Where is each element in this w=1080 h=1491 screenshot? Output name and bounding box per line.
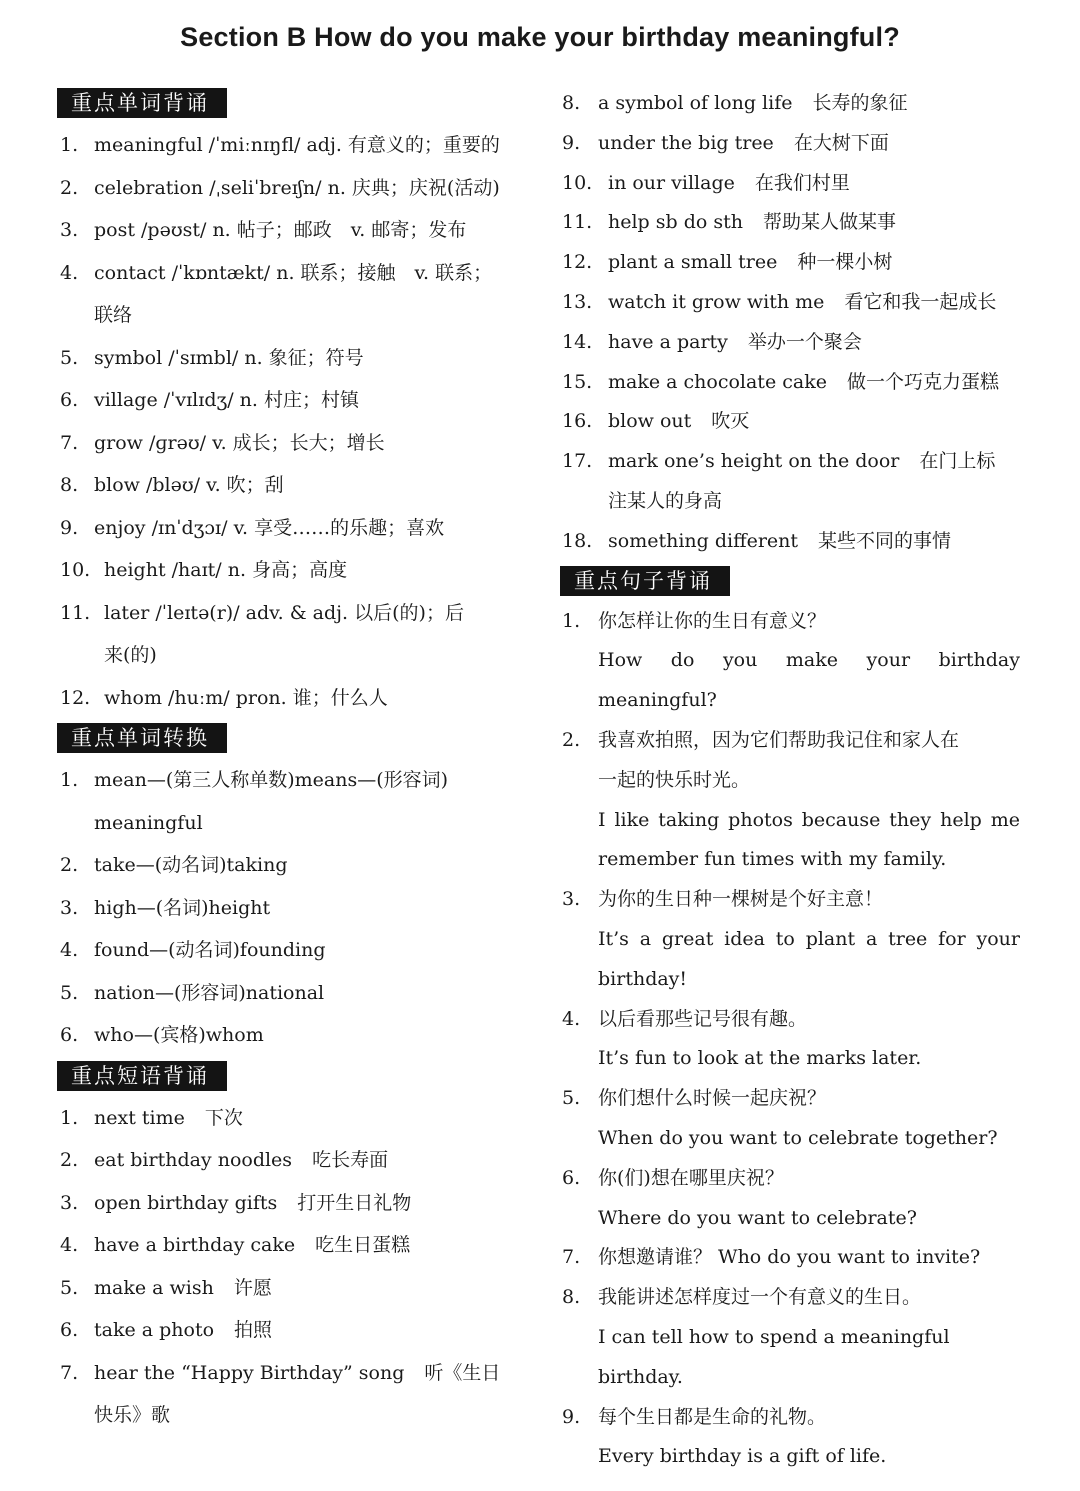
item-number: 9. <box>60 516 79 539</box>
list-item <box>55 592 525 635</box>
list-item-continued <box>558 681 1020 721</box>
sentence-en: How do you make your birthday <box>598 649 1020 672</box>
list-item-continued <box>558 801 1020 841</box>
list-item <box>558 283 1020 323</box>
item-number: 5. <box>562 1087 581 1110</box>
sentence-en: I like taking photos because they help me <box>598 808 1020 831</box>
list-item-continued <box>55 802 525 845</box>
phrase-en: watch it grow with me <box>608 290 825 313</box>
list-item <box>558 1238 1020 1278</box>
item-number: 7. <box>60 431 79 454</box>
phrase-en: a symbol of long life <box>598 92 793 114</box>
list-item-continued <box>558 641 1020 681</box>
item-number: 7. <box>562 1246 581 1269</box>
item-number: 14. <box>562 330 593 353</box>
item-number: 8. <box>60 474 79 496</box>
item-number: 1. <box>60 1106 79 1129</box>
item-text: village /ˈvɪlɪdʒ/ n. 村庄；村镇 <box>94 389 359 411</box>
list-item-continued <box>558 1199 1020 1239</box>
list-item <box>558 1398 1020 1438</box>
phrase-zh: 打开生日礼物 <box>297 1191 412 1214</box>
list-item <box>55 422 525 465</box>
sentence-zh: 你(们)想在哪里庆祝？ <box>598 1166 784 1189</box>
item-number: 6. <box>562 1166 581 1189</box>
list-item-continued <box>55 1394 525 1437</box>
phrase-en: something different <box>608 529 799 552</box>
list-item-continued <box>558 1318 1020 1398</box>
phrase-zh: 吃长寿面 <box>312 1149 389 1171</box>
phrase-en: next time <box>94 1106 185 1129</box>
item-number: 1. <box>60 769 79 791</box>
item-number: 12. <box>60 686 91 709</box>
list-item <box>55 929 525 972</box>
phrase-zh: 下次 <box>204 1106 243 1129</box>
list-item <box>55 507 525 550</box>
item-number: 5. <box>60 346 79 369</box>
list-item <box>558 880 1020 920</box>
item-number: 16. <box>562 410 593 433</box>
phrases-list-right <box>558 84 1020 562</box>
list-item <box>558 164 1020 204</box>
item-number: 6. <box>60 1319 79 1341</box>
list-item <box>558 363 1020 403</box>
phrases-list-left <box>55 1097 525 1437</box>
item-number: 8. <box>562 92 581 114</box>
item-number: 18. <box>562 529 593 552</box>
item-number: 3. <box>60 1191 79 1214</box>
list-item <box>55 1139 525 1182</box>
list-item-continued <box>55 634 525 677</box>
phrase-en: eat birthday noodles <box>94 1149 293 1171</box>
item-number: 3. <box>60 896 79 919</box>
list-item-continued <box>558 761 1020 801</box>
sentence-zh: 我能讲述怎样度过一个有意义的生日。 <box>598 1286 922 1309</box>
list-item <box>558 1000 1020 1040</box>
item-text: meaningful /ˈmiːnɪŋfl/ adj. 有意义的；重要的 <box>94 134 500 156</box>
phrase-zh: 举办一个聚会 <box>747 330 862 353</box>
item-number: 15. <box>562 370 593 393</box>
phrase-zh: 某些不同的事情 <box>818 529 952 552</box>
phrase-zh: 做一个巧克力蛋糕 <box>846 370 999 393</box>
phrase-zh: 注某人的身高 <box>608 489 723 512</box>
item-number: 9. <box>562 131 581 154</box>
phrase-zh: 在门上标 <box>919 450 996 473</box>
item-number: 4. <box>60 1234 79 1256</box>
list-item <box>55 844 525 887</box>
item-number: 3. <box>562 888 581 911</box>
sentence-zh: 你想邀请谁？ Who do you want to invite? <box>598 1246 981 1269</box>
list-item <box>55 124 525 167</box>
list-item <box>55 209 525 252</box>
item-text: height /haɪt/ n. 身高；高度 <box>104 559 348 581</box>
sentence-zh: 我喜欢拍照，因为它们帮助我记住和家人在 <box>598 728 960 751</box>
item-number: 2. <box>60 1149 79 1171</box>
item-number: 9. <box>562 1405 581 1428</box>
phrase-zh: 长寿的象征 <box>812 92 908 114</box>
sentence-zh: 为你的生日种一棵树是个好主意！ <box>598 888 884 911</box>
item-number: 1. <box>60 134 79 156</box>
section-heading-vocab: 重点单词背诵 <box>57 88 227 118</box>
phrase-zh: 看它和我一起成长 <box>844 290 997 313</box>
section-heading-phrases: 重点短语背诵 <box>57 1061 227 1091</box>
item-text: 来(的) <box>104 644 157 666</box>
list-item <box>55 1309 525 1352</box>
item-number: 8. <box>562 1286 581 1309</box>
item-text: 联络 <box>94 304 133 326</box>
sentence-en: Every birthday is a gift of life. <box>598 1445 887 1468</box>
item-number: 2. <box>60 854 79 876</box>
phrase-zh: 吹灭 <box>711 410 750 433</box>
item-number: 4. <box>60 939 79 961</box>
list-item <box>558 84 1020 124</box>
phrase-zh: 快乐》歌 <box>94 1404 171 1426</box>
item-text: nation—(形容词)national <box>94 981 325 1004</box>
list-item-continued <box>558 840 1020 880</box>
item-number: 4. <box>562 1007 581 1030</box>
item-number: 2. <box>60 176 79 199</box>
item-text: symbol /ˈsɪmbl/ n. 象征；符号 <box>94 346 364 369</box>
list-item-continued <box>558 920 1020 960</box>
phrase-zh: 听《生日 <box>424 1361 501 1384</box>
phrase-zh: 拍照 <box>234 1319 273 1341</box>
sentence-en: meaningful? <box>598 689 717 712</box>
list-item <box>55 677 525 720</box>
item-number: 7. <box>60 1361 79 1384</box>
list-item <box>558 124 1020 164</box>
sentence-zh: 你怎样让你的生日有意义？ <box>598 609 827 632</box>
list-item <box>55 972 525 1015</box>
phrase-en: in our village <box>608 171 735 194</box>
item-number: 1. <box>562 609 581 632</box>
list-item <box>55 1014 525 1057</box>
vocab-list <box>55 124 525 719</box>
list-item <box>55 1224 525 1267</box>
sentence-en: It’s a great idea to plant a tree for your <box>598 927 1020 950</box>
list-item-continued <box>558 1437 1020 1477</box>
item-number: 2. <box>562 728 581 751</box>
item-text: who—(宾格)whom <box>94 1024 264 1046</box>
item-number: 5. <box>60 1276 79 1299</box>
item-number: 10. <box>562 171 593 194</box>
phrase-en: hear the “Happy Birthday” song <box>94 1361 405 1384</box>
item-text: high—(名词)height <box>94 896 271 919</box>
list-item <box>55 759 525 802</box>
phrase-en: open birthday gifts <box>94 1191 278 1214</box>
list-item <box>558 243 1020 283</box>
list-item-continued <box>558 1039 1020 1079</box>
phrase-en: mark one’s height on the door <box>608 450 900 473</box>
list-item <box>55 1352 525 1395</box>
list-item <box>558 1159 1020 1199</box>
list-item-continued <box>558 482 1020 522</box>
sentence-en: I can tell how to spend a meaningful birthday. <box>598 1325 950 1388</box>
item-number: 13. <box>562 290 593 313</box>
list-item-continued <box>55 294 525 337</box>
list-item <box>55 464 525 507</box>
list-item <box>55 252 525 295</box>
phrase-en: make a wish <box>94 1276 214 1299</box>
phrase-zh: 许愿 <box>233 1276 272 1299</box>
list-item <box>55 887 525 930</box>
phrase-en: take a photo <box>94 1319 215 1341</box>
item-number: 10. <box>60 559 91 581</box>
list-item <box>55 1182 525 1225</box>
item-text: take—(动名词)taking <box>94 854 288 876</box>
sentence-en: When do you want to celebrate together? <box>598 1126 998 1149</box>
phrase-zh: 帮助某人做某事 <box>762 211 896 234</box>
section-heading-transform: 重点单词转换 <box>57 723 227 753</box>
item-number: 3. <box>60 219 79 241</box>
list-item <box>558 402 1020 442</box>
sentence-zh: 你们想什么时候一起庆祝？ <box>598 1087 827 1110</box>
sentence-zh: 每个生日都是生命的礼物。 <box>598 1405 827 1428</box>
list-item-continued <box>558 1119 1020 1159</box>
list-item-continued <box>558 960 1020 1000</box>
phrase-zh: 在大树下面 <box>793 131 889 154</box>
right-column <box>558 84 1020 1477</box>
item-text: enjoy /ɪnˈdʒɔɪ/ v. 享受……的乐趣；喜欢 <box>94 516 445 539</box>
item-text: grow /ɡrəʊ/ v. 成长；长大；增长 <box>94 431 385 454</box>
list-item <box>55 1267 525 1310</box>
phrase-en: have a birthday cake <box>94 1234 296 1256</box>
list-item <box>558 721 1020 761</box>
list-item <box>558 442 1020 482</box>
left-column <box>55 84 525 1437</box>
phrase-en: plant a small tree <box>608 251 778 274</box>
sentence-zh: 一起的快乐时光。 <box>598 768 751 791</box>
list-item <box>558 1278 1020 1318</box>
phrase-en: have a party <box>608 330 728 353</box>
item-text: found—(动名词)founding <box>94 939 326 961</box>
transform-list <box>55 759 525 1057</box>
section-heading-sentences: 重点句子背诵 <box>560 566 730 596</box>
phrase-zh: 种一棵小树 <box>797 251 893 274</box>
item-number: 6. <box>60 389 79 411</box>
item-number: 5. <box>60 981 79 1004</box>
list-item <box>558 1079 1020 1119</box>
list-item <box>558 602 1020 642</box>
list-item <box>55 337 525 380</box>
item-text: later /ˈleɪtə(r)/ adv. & adj. 以后(的)；后 <box>104 601 464 624</box>
sentence-en: Where do you want to celebrate? <box>598 1206 917 1229</box>
item-text: mean—(第三人称单数)means—(形容词) <box>94 769 449 791</box>
item-text: blow /bləʊ/ v. 吹；刮 <box>94 474 284 496</box>
item-number: 17. <box>562 450 593 473</box>
sentence-en: birthday! <box>598 967 688 990</box>
phrase-zh: 在我们村里 <box>754 171 850 194</box>
item-text: post /pəʊst/ n. 帖子；邮政 v. 邮寄；发布 <box>94 219 467 241</box>
item-number: 11. <box>562 211 593 234</box>
item-number: 6. <box>60 1024 79 1046</box>
list-item <box>558 323 1020 363</box>
item-text: meaningful <box>94 811 203 834</box>
sentence-en: It’s fun to look at the marks later. <box>598 1047 922 1070</box>
item-text: whom /huːm/ pron. 谁；什么人 <box>104 686 388 709</box>
item-number: 11. <box>60 601 91 624</box>
item-number: 4. <box>60 261 79 284</box>
list-item <box>55 167 525 210</box>
phrase-en: make a chocolate cake <box>608 370 827 393</box>
sentence-en: remember fun times with my family. <box>598 848 947 871</box>
list-item <box>55 1097 525 1140</box>
list-item <box>558 522 1020 562</box>
list-item <box>558 203 1020 243</box>
phrase-zh: 吃生日蛋糕 <box>315 1234 411 1256</box>
item-text: celebration /ˌseliˈbreɪʃn/ n. 庆典；庆祝(活动) <box>94 176 500 199</box>
sentences-list <box>558 602 1020 1478</box>
item-text: contact /ˈkɒntækt/ n. 联系；接触 v. 联系； <box>94 261 493 284</box>
list-item <box>55 549 525 592</box>
list-item <box>55 379 525 422</box>
sentence-zh: 以后看那些记号很有趣。 <box>598 1007 808 1030</box>
phrase-en: help sb do sth <box>608 211 743 234</box>
item-number: 12. <box>562 251 593 274</box>
phrase-en: under the big tree <box>598 131 774 154</box>
phrase-en: blow out <box>608 410 692 433</box>
page-title: Section B How do you make your birthday meaningful? <box>180 22 900 52</box>
